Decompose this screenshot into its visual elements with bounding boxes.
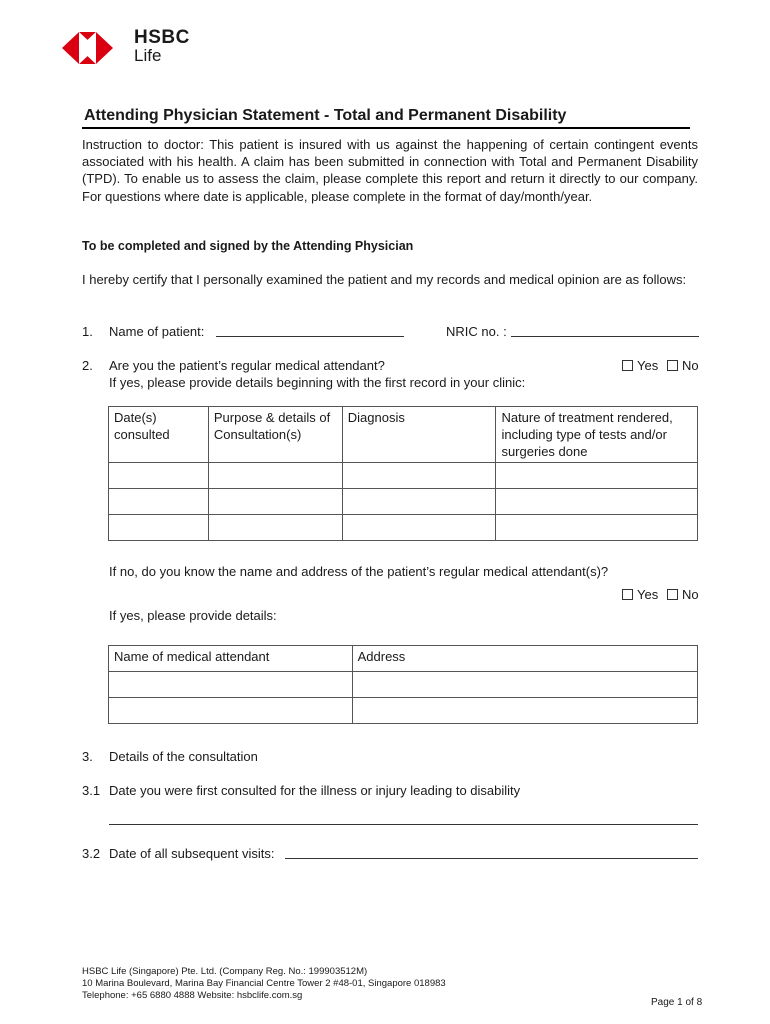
checkbox-icon[interactable] <box>622 589 633 600</box>
if-no-yes-option[interactable] <box>622 586 658 603</box>
q31-number: 3.1 <box>82 783 101 798</box>
header-attendant-name: Name of medical attendant <box>109 646 353 672</box>
header-address: Address <box>352 646 697 672</box>
table-cell[interactable] <box>352 698 697 724</box>
table-cell[interactable] <box>109 672 353 698</box>
table-row[interactable] <box>109 515 698 541</box>
table-cell[interactable] <box>496 489 698 515</box>
brand-name: HSBC <box>134 27 190 48</box>
footer-company: HSBC Life (Singapore) Pte. Ltd. (Company Reg. No.: 199903512M) <box>82 966 368 977</box>
section-subheading: To be completed and signed by the Attending Physician <box>82 239 414 253</box>
checkbox-icon[interactable] <box>667 589 678 600</box>
table-header-row <box>109 646 698 672</box>
page-number: Page 1 of 8 <box>651 997 703 1008</box>
q3-label: Details of the consultation <box>109 749 258 764</box>
q3-number: 3. <box>82 749 93 764</box>
table-cell[interactable] <box>208 515 342 541</box>
table-row[interactable] <box>109 672 698 698</box>
table-cell[interactable] <box>208 489 342 515</box>
q2-question: Are you the patient’s regular medical attendant? <box>109 358 385 373</box>
table-cell[interactable] <box>352 672 697 698</box>
nric-label: NRIC no. : <box>446 324 507 339</box>
table-row[interactable] <box>109 698 698 724</box>
checkbox-icon[interactable] <box>622 360 633 371</box>
table-row[interactable] <box>109 489 698 515</box>
instruction-paragraph: Instruction to doctor: This patient is insured with us against the happening of certain contingent events associated with his health. A claim has been submitted in connection with Total and Permanent Disability (TPD). To enable us to assess the claim, please complete this report and return it directly to our company. For questions where date is applicable, please complete in the format of day/month/year. <box>82 137 698 204</box>
table-cell[interactable] <box>109 515 209 541</box>
table-cell[interactable] <box>342 463 496 489</box>
table-row[interactable] <box>109 463 698 489</box>
q32-number: 3.2 <box>82 846 101 861</box>
provide-details-label: If yes, please provide details: <box>109 608 277 623</box>
consultation-table <box>108 406 698 541</box>
subsequent-visits-field[interactable] <box>285 858 698 859</box>
if-no-no-option[interactable] <box>667 586 699 603</box>
table-cell[interactable] <box>109 698 353 724</box>
header-date-consulted: Date(s) consulted <box>109 407 209 463</box>
q2-number: 2. <box>82 358 93 373</box>
checkbox-icon[interactable] <box>667 360 678 371</box>
if-no-question: If no, do you know the name and address of the patient’s regular medical attendant(s)? <box>109 564 609 579</box>
patient-name-field[interactable] <box>216 336 404 337</box>
title-underline <box>82 127 690 129</box>
no-label: No <box>682 358 699 373</box>
table-cell[interactable] <box>109 489 209 515</box>
table-cell[interactable] <box>342 489 496 515</box>
table-cell[interactable] <box>496 515 698 541</box>
header-treatment: Nature of treatment rendered, including type of tests and/or surgeries done <box>496 407 698 463</box>
certification-text: I hereby certify that I personally examined the patient and my records and medical opinion are as follows: <box>82 272 687 287</box>
header-purpose: Purpose & details of Consultation(s) <box>208 407 342 463</box>
page-title: Attending Physician Statement - Total and Permanent Disability <box>84 107 567 124</box>
yes-label: Yes <box>637 587 659 602</box>
footer-address: 10 Marina Boulevard, Marina Bay Financial Centre Tower 2 #48-01, Singapore 018983 <box>82 978 446 989</box>
table-cell[interactable] <box>342 515 496 541</box>
header-diagnosis: Diagnosis <box>342 407 496 463</box>
q2-followup: If yes, please provide details beginning with the first record in your clinic: <box>109 375 526 390</box>
table-header-row <box>109 407 698 463</box>
q2-no-option[interactable] <box>667 357 699 374</box>
nric-field[interactable] <box>511 336 699 337</box>
no-label: No <box>682 587 699 602</box>
first-consulted-field[interactable] <box>109 824 698 825</box>
table-cell[interactable] <box>109 463 209 489</box>
table-cell[interactable] <box>496 463 698 489</box>
q31-label: Date you were first consulted for the illness or injury leading to disability <box>109 783 521 798</box>
footer <box>82 966 446 1002</box>
yes-label: Yes <box>637 358 659 373</box>
footer-contact: Telephone: +65 6880 4888 Website: hsbclife.com.sg <box>82 990 303 1001</box>
table-cell[interactable] <box>208 463 342 489</box>
brand-subname: Life <box>134 46 162 65</box>
q32-label: Date of all subsequent visits: <box>109 846 275 861</box>
q1-label: Name of patient: <box>109 324 205 339</box>
medical-attendant-table <box>108 645 698 724</box>
q2-yes-option[interactable] <box>622 357 658 374</box>
q1-number: 1. <box>82 324 93 339</box>
